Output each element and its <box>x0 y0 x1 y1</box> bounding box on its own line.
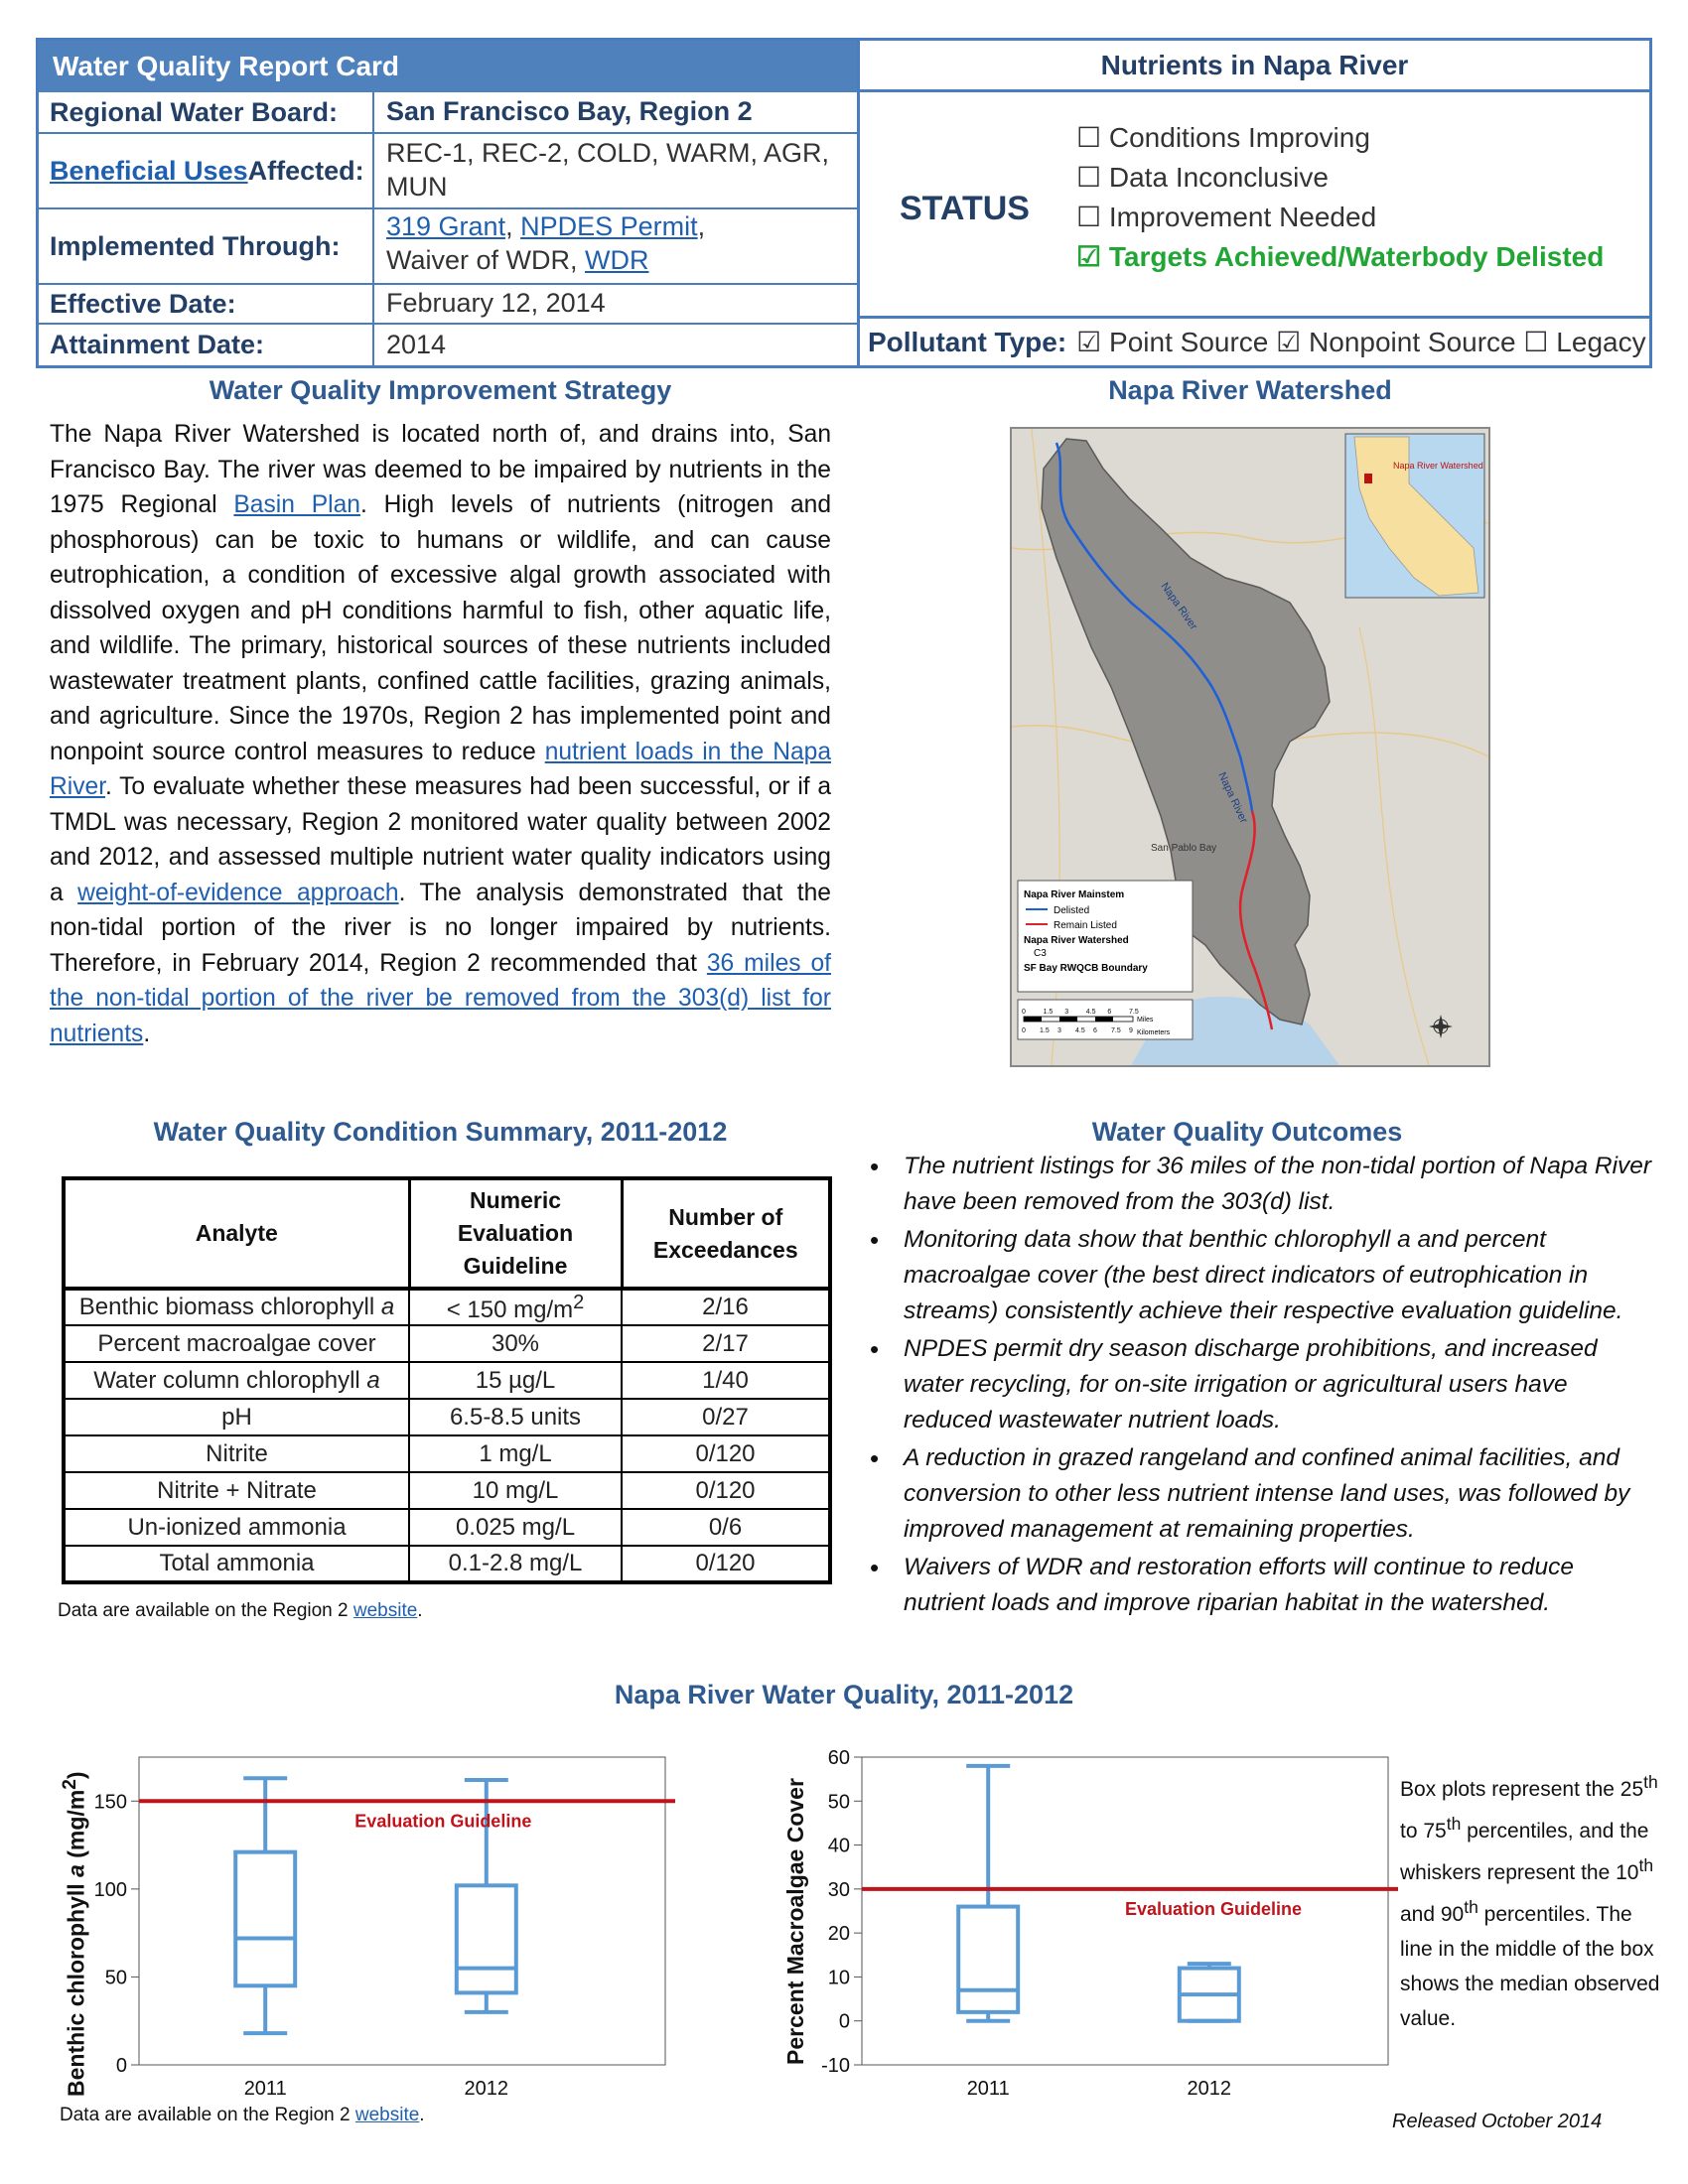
analyte-text: Nitrite + Nitrate <box>157 1476 317 1504</box>
regional-board-label: Regional Water Board: <box>39 92 374 132</box>
cell-guideline <box>409 1509 622 1546</box>
grant-319-link[interactable]: 319 Grant <box>386 211 506 241</box>
status-option-label: Data Inconclusive <box>1108 162 1329 193</box>
outcomes-title: Water Quality Outcomes <box>1091 1117 1403 1147</box>
strategy-text: The Napa River Watershed is located north of, and drains into, San Francisco Bay. The river was deemed to be impaired by nutrients in the 1975 Regional <box>50 421 831 518</box>
cell-exceedances: 0/6 <box>622 1509 830 1546</box>
scale-tick-label: 7.5 <box>1111 1027 1121 1034</box>
checkbox-checked-icon: ☑ <box>1276 327 1302 357</box>
website-link[interactable]: website <box>352 1600 418 1621</box>
inset-watershed-marker <box>1364 474 1372 483</box>
y-tick-label: 0 <box>115 2055 127 2077</box>
pollutant-type-row <box>860 316 1649 365</box>
status-conditions-improving <box>1076 118 1604 158</box>
ylabel-sup: 2 <box>60 1779 80 1790</box>
analyte-italic: a <box>366 1366 380 1394</box>
status-option-label: Improvement Needed <box>1108 202 1377 232</box>
scale-tick-label: 1.5 <box>1040 1027 1050 1034</box>
note-text: Data are available on the Region 2 <box>60 2105 355 2125</box>
y-tick-label: 50 <box>827 1791 850 1814</box>
wdr-link[interactable]: WDR <box>585 244 649 275</box>
guideline-text: 0.1-2.8 mg/L <box>448 1550 583 1576</box>
cell-guideline <box>409 1546 622 1582</box>
strategy-text: . To evaluate whether these measures had been successful, or if a TMDL was necessary, Region 2 monitored water quality between 2002 and 2012, and assessed multiple nutrient water quality indicators using a <box>50 773 831 906</box>
npdes-permit-link[interactable]: NPDES Permit <box>520 211 698 241</box>
note-end: . <box>419 2105 425 2125</box>
iqr-box <box>235 1852 295 1986</box>
analyte-text: Total ammonia <box>159 1550 315 1576</box>
effective-date-value: February 12, 2014 <box>386 288 606 319</box>
watershed-map <box>1010 427 1490 1067</box>
scale-tick-label: 3 <box>1064 1009 1069 1016</box>
sep-1: , <box>505 211 521 241</box>
delisting-link[interactable]: 36 miles of the non-tidal portion of the river be removed from the 303(d) list for nutrients <box>50 949 831 1047</box>
guideline-label: Evaluation Guideline <box>1125 1898 1303 1919</box>
scale-tick-label: 0 <box>1022 1009 1026 1016</box>
scale-tick-label: 0 <box>1022 1027 1026 1034</box>
box-plot-2011 <box>235 1778 295 2033</box>
cell-analyte <box>64 1435 409 1472</box>
x-tick-label: 2012 <box>464 2078 509 2100</box>
scale-miles-unit: Miles <box>1137 1017 1154 1024</box>
table-row <box>64 1399 830 1435</box>
cell-guideline <box>409 1325 622 1362</box>
scale-tick-label: 3 <box>1057 1027 1061 1034</box>
note-num: 10 <box>1616 1861 1639 1884</box>
status-data-inconclusive <box>1076 158 1604 198</box>
chart-data-note <box>60 2105 425 2126</box>
note-text: Data are available on the Region 2 <box>58 1600 353 1621</box>
strategy-text: . <box>143 1020 151 1047</box>
condition-summary-table <box>62 1176 832 1584</box>
scale-tick-label: 1.5 <box>1043 1009 1054 1016</box>
checkbox-empty-icon: ☐ <box>1076 122 1102 153</box>
list-item: • NPDES permit dry season discharge prohibitions, and increased water recycling, for on-site irrigation or agricultural users have reduced wastewater nutrient loads. <box>866 1331 1660 1438</box>
cell-guideline <box>409 1289 622 1325</box>
beneficial-uses-label-rest: Affected: <box>247 155 364 186</box>
release-date: Released October 2014 <box>1392 2111 1603 2132</box>
status-option-label: Conditions Improving <box>1108 122 1370 153</box>
chart-macroalgae-cover <box>812 1732 1398 2110</box>
cell-exceedances: 1/40 <box>622 1362 830 1399</box>
row-implemented-through <box>39 209 857 285</box>
plot-area <box>139 1757 665 2065</box>
note-sup: th <box>1638 1855 1654 1875</box>
x-tick-label: 2012 <box>1187 2078 1232 2100</box>
implemented-through-label: Implemented Through: <box>39 209 374 283</box>
status-improvement-needed <box>1076 198 1604 237</box>
legend-delisted: Delisted <box>1054 905 1090 916</box>
header-right-panel <box>857 41 1649 365</box>
scale-tick-label: 6 <box>1107 1009 1112 1016</box>
map-title: Napa River Watershed <box>1108 375 1392 405</box>
weight-of-evidence-link[interactable]: weight-of-evidence approach <box>77 879 399 906</box>
cell-analyte <box>64 1472 409 1509</box>
legend-heading-mainstem: Napa River Mainstem <box>1024 889 1125 900</box>
note-end: . <box>417 1600 423 1621</box>
note-text: to <box>1400 1820 1424 1843</box>
scale-tick-label: 6 <box>1093 1027 1097 1034</box>
legend-heading-watershed: Napa River Watershed <box>1024 935 1129 946</box>
report-topic-title: Nutrients in Napa River <box>860 41 1649 92</box>
cell-analyte <box>64 1289 409 1325</box>
beneficial-uses-link[interactable]: Beneficial Uses <box>50 155 248 186</box>
y-tick-label: 60 <box>827 1747 850 1769</box>
legend-heading-boundary: SF Bay RWQCB Boundary <box>1024 963 1148 974</box>
y-tick-label: 20 <box>827 1923 850 1946</box>
beneficial-uses-value: REC-1, REC-2, COLD, WARM, AGR, MUN <box>386 138 830 202</box>
website-link[interactable]: website <box>354 2105 420 2125</box>
cell-exceedances: 2/16 <box>622 1289 830 1325</box>
note-sup: th <box>1446 1814 1462 1834</box>
scale-km-unit: Kilometers <box>1137 1029 1171 1036</box>
note-sup: th <box>1464 1897 1478 1917</box>
analyte-text: Nitrite <box>206 1439 268 1467</box>
chart1-ylabel <box>60 1771 90 2097</box>
cell-analyte <box>64 1325 409 1362</box>
legend-c3: C3 <box>1034 948 1047 959</box>
inset-label: Napa River Watershed <box>1393 461 1483 471</box>
basin-plan-link[interactable]: Basin Plan <box>233 491 360 518</box>
waiver-text: Waiver of WDR, <box>386 244 586 275</box>
box-plot-2012 <box>1180 1964 1239 2021</box>
checkbox-empty-icon: ☐ <box>1076 202 1102 232</box>
table-row <box>64 1289 830 1325</box>
report-card-title: Water Quality Report Card <box>39 41 857 92</box>
cell-analyte <box>64 1509 409 1546</box>
cell-exceedances: 2/17 <box>622 1325 830 1362</box>
y-tick-label: 40 <box>827 1835 850 1857</box>
ylabel-part: (mg/m <box>63 1789 89 1865</box>
header-left-panel <box>39 41 857 365</box>
note-num: 25 <box>1619 1778 1644 1801</box>
analyte-text: Benthic biomass chlorophyll <box>78 1294 381 1320</box>
analyte-text: Percent macroalgae cover <box>97 1329 376 1357</box>
checkbox-checked-icon: ☑ <box>1076 327 1102 357</box>
row-attainment-date <box>39 325 857 365</box>
scale-tick-label: 4.5 <box>1075 1027 1085 1034</box>
charts-title: Napa River Water Quality, 2011-2012 <box>614 1680 1074 1709</box>
strategy-paragraph <box>50 417 831 1051</box>
scale-tick-label: 4.5 <box>1085 1009 1096 1016</box>
cell-analyte <box>64 1362 409 1399</box>
cell-guideline <box>409 1399 622 1435</box>
sep-2: , <box>697 211 706 241</box>
cell-guideline <box>409 1362 622 1399</box>
header-analyte: Analyte <box>64 1178 409 1289</box>
header-guideline: Numeric Evaluation Guideline <box>409 1178 622 1289</box>
nutrient-loads-link[interactable]: nutrient loads in the Napa River <box>50 738 831 800</box>
box-plot-2011 <box>958 1766 1018 2021</box>
cell-exceedances: 0/27 <box>622 1399 830 1435</box>
y-tick-label: 100 <box>93 1878 127 1901</box>
note-text: percentiles. The line in the middle of the box shows the median observed value. <box>1400 1903 1660 2030</box>
table-body <box>64 1289 830 1582</box>
ylabel-part: Benthic chlorophyll <box>63 1876 89 2097</box>
table-row <box>64 1362 830 1399</box>
scale-tick-label: 9 <box>1129 1027 1133 1034</box>
list-item: • A reduction in grazed rangeland and confined animal facilities, and conversion to other less nutrient intense land uses, was followed by improved management at remaining properties. <box>866 1440 1660 1548</box>
row-effective-date <box>39 285 857 325</box>
guideline-text: 1 mg/L <box>479 1439 552 1467</box>
iqr-box <box>958 1907 1018 2012</box>
checkbox-empty-icon: ☐ <box>1076 162 1102 193</box>
cell-exceedances: 0/120 <box>622 1546 830 1582</box>
status-targets-achieved <box>1076 237 1604 277</box>
note-num: 90 <box>1440 1903 1465 1926</box>
checkbox-empty-icon: ☐ <box>1523 327 1549 357</box>
scale-tick-label: 7.5 <box>1129 1009 1139 1016</box>
guideline-sup: 2 <box>573 1291 585 1313</box>
checkbox-checked-icon: ☑ <box>1076 241 1102 272</box>
x-tick-label: 2011 <box>966 2078 1010 2100</box>
header-exceedances: Number of Exceedances <box>622 1178 830 1289</box>
guideline-text: 0.025 mg/L <box>455 1513 576 1541</box>
list-item: • Monitoring data show that benthic chlorophyll a and percent macroalgae cover (the best direct indicators of eutrophication in streams) consistently achieve their respective evaluation guideline. <box>866 1222 1660 1329</box>
river-label-upper: Napa River <box>1158 580 1199 632</box>
river-label-lower: Napa River <box>1215 770 1250 826</box>
watershed-map-svg <box>1012 429 1488 1065</box>
report-card-header <box>36 38 1652 368</box>
cell-analyte <box>64 1546 409 1582</box>
pollutant-legacy: Legacy <box>1556 326 1646 357</box>
y-tick-label: 10 <box>827 1967 850 1989</box>
summary-title: Water Quality Condition Summary, 2011-2012 <box>153 1117 728 1147</box>
pollutant-point-source: Point Source <box>1109 326 1269 357</box>
attainment-date-label: Attainment Date: <box>39 325 374 365</box>
y-tick-label: -10 <box>821 2055 850 2077</box>
note-sup: th <box>1643 1772 1658 1792</box>
guideline-label: Evaluation Guideline <box>354 1811 532 1832</box>
y-tick-label: 150 <box>93 1791 127 1814</box>
x-tick-label: 2011 <box>243 2078 287 2100</box>
regional-board-value: San Francisco Bay, Region 2 <box>386 96 753 127</box>
row-beneficial-uses <box>39 134 857 209</box>
guideline-text: < 150 mg/m <box>446 1296 574 1323</box>
attainment-date-value: 2014 <box>386 329 447 359</box>
strategy-text: . The analysis demonstrated that the non-tidal portion of the river is no longer impaired by nutrients. Therefore, in February 2014, Region 2 recommended that <box>50 879 831 977</box>
table-row <box>64 1509 830 1546</box>
chart2-ylabel: Percent Macroalgae Cover <box>782 1778 808 2065</box>
table-row <box>64 1546 830 1582</box>
status-option-label: Targets Achieved/Waterbody Delisted <box>1108 241 1605 272</box>
row-regional-board <box>39 92 857 134</box>
note-num: 75 <box>1423 1820 1447 1843</box>
table-row <box>64 1325 830 1362</box>
note-text: and <box>1400 1903 1441 1926</box>
status-options <box>1076 118 1604 277</box>
note-text: percentiles, and the whiskers represent the <box>1400 1820 1649 1884</box>
cell-exceedances: 0/120 <box>622 1472 830 1509</box>
cell-exceedances: 0/120 <box>622 1435 830 1472</box>
ylabel-italic: a <box>63 1864 89 1877</box>
cell-guideline <box>409 1435 622 1472</box>
guideline-text: 15 µg/L <box>475 1366 556 1394</box>
analyte-italic: a <box>380 1294 395 1320</box>
legend-remain: Remain Listed <box>1054 920 1117 931</box>
guideline-text: 30% <box>491 1329 540 1357</box>
guideline-text: 10 mg/L <box>472 1476 559 1504</box>
iqr-box <box>457 1885 516 1992</box>
list-item: • The nutrient listings for 36 miles of the non-tidal portion of Napa River have been removed from the 303(d) list. <box>866 1149 1660 1220</box>
bay-label: San Pablo Bay <box>1151 843 1217 854</box>
note-text: Box plots represent the <box>1400 1778 1620 1801</box>
table-row <box>64 1435 830 1472</box>
y-tick-label: 30 <box>827 1878 850 1901</box>
chart-benthic-chlorophyll <box>89 1732 675 2110</box>
ylabel-part: ) <box>63 1771 89 1780</box>
list-item: • Waivers of WDR and restoration efforts will continue to reduce nutrient loads and improve riparian habitat in the watershed. <box>866 1550 1660 1621</box>
table-row <box>64 1472 830 1509</box>
table-data-note <box>58 1600 423 1622</box>
pollutant-nonpoint-source: Nonpoint Source <box>1309 326 1516 357</box>
analyte-text: pH <box>221 1403 252 1431</box>
strategy-title: Water Quality Improvement Strategy <box>209 375 672 405</box>
cell-guideline <box>409 1472 622 1509</box>
y-tick-label: 50 <box>104 1967 127 1989</box>
outcomes-list <box>866 1149 1660 1623</box>
implemented-through-value <box>374 209 857 283</box>
analyte-text: Water column chlorophyll <box>93 1366 367 1394</box>
status-label: STATUS <box>900 190 1030 227</box>
beneficial-uses-label <box>39 134 374 207</box>
guideline-text: 6.5-8.5 units <box>449 1403 582 1431</box>
pollutant-type-label: Pollutant Type: <box>868 326 1067 357</box>
analyte-text: Un-ionized ammonia <box>127 1513 347 1541</box>
y-tick-label: 0 <box>838 2010 850 2033</box>
effective-date-label: Effective Date: <box>39 285 374 323</box>
box-plot-note <box>1400 1765 1663 2036</box>
cell-analyte <box>64 1399 409 1435</box>
strategy-text: . High levels of nutrients (nitrogen and phosphorous) can be toxic to humans or wildlife, and can cause eutrophication, a condition of excessive algal growth associated with dissolved oxygen and pH conditions harmful to fish, other aquatic life, and wildlife. The primary, historical sources of these nutrients included wastewater treatment plants, confined cattle facilities, grazing animals, and agriculture. Since the 1970s, Region 2 has implemented point and nonpoint source control measures to reduce <box>50 491 831 765</box>
